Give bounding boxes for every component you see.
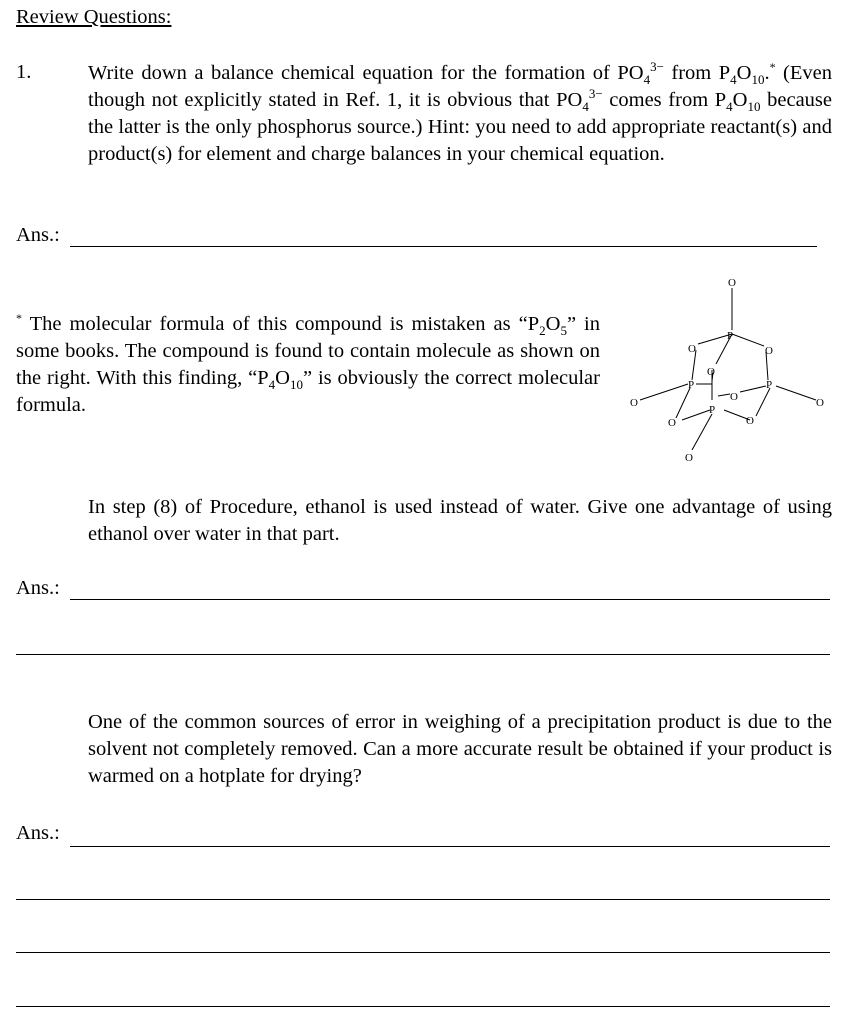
answer-line-3d[interactable] (16, 1006, 830, 1007)
svg-text:O: O (728, 277, 736, 289)
footnote-mark: * (769, 60, 776, 75)
question-1-number: 1. (16, 61, 32, 83)
answer-line-3b[interactable] (16, 899, 830, 900)
answer-line-2b[interactable] (16, 654, 830, 655)
answer-label-3: Ans.: (16, 822, 60, 844)
svg-text:P: P (766, 379, 773, 391)
answer-line-1[interactable] (70, 246, 817, 247)
svg-text:P: P (688, 379, 695, 391)
svg-text:O: O (685, 452, 693, 464)
p4o10-molecule-diagram (620, 272, 840, 467)
svg-text:P: P (709, 404, 716, 416)
svg-text:O: O (746, 415, 754, 427)
svg-text:O: O (688, 343, 696, 355)
svg-text:O: O (668, 417, 676, 429)
answer-line-3c[interactable] (16, 952, 830, 953)
answer-label-1: Ans.: (16, 224, 60, 246)
svg-text:O: O (707, 366, 715, 378)
svg-text:O: O (730, 391, 738, 403)
question-1-text: Write down a balance chemical equation for the formation of $PO_4^{3-}$ from $P_4O_{10}.^*$ (Even though not explicitly stated in Ref. 1, it is obvious that $PO_4^{3-}$ comes from $P_4O_{10}$ because the latter is the only phosphorus source.) Hint: you need to add appropriate reactant(s) and product(s) for element and charge balances in your chemical equation. (88, 59, 832, 165)
question-2-text: In step (8) of Procedure, ethanol is used instead of water. Give one advantage of using ethanol over water in that part. (88, 496, 832, 545)
section-heading: Review Questions: (16, 6, 172, 28)
answer-label-2: Ans.: (16, 577, 60, 599)
svg-text:O: O (816, 397, 824, 409)
answer-line-3a[interactable] (70, 846, 830, 847)
footnote-text: * The molecular formula of this compound is mistaken as “$P_2O_5$” in some books. The compound is found to contain molecule as shown on the right. With this finding, “$P_4O_{10}$” is obviously the correct molecular formula. (16, 311, 601, 416)
svg-text:O: O (765, 345, 773, 357)
question-3-text: One of the common sources of error in weighing of a precipitation product is due to the solvent not completely removed. Can a more accurate result be obtained if your product is warmed on a hotplate for drying? (88, 711, 832, 787)
svg-text:O: O (630, 397, 638, 409)
answer-line-2a[interactable] (70, 599, 830, 600)
svg-text:P: P (727, 330, 734, 342)
